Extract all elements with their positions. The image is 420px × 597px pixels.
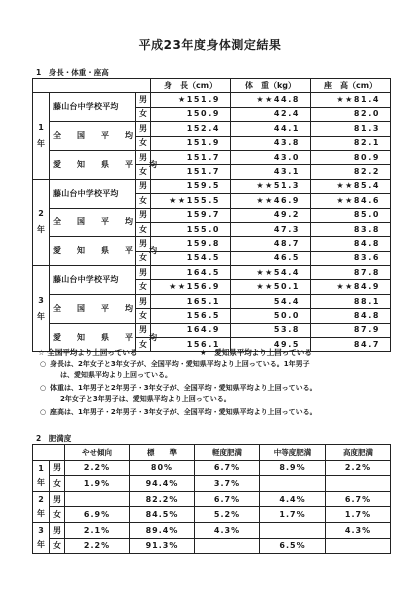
school-label: 全 国 平 均 [50, 208, 136, 237]
column-header-mild-obesity: 軽度肥満 [195, 445, 260, 461]
gender-cell: 男 [136, 122, 151, 136]
gender-cell: 男 [136, 294, 151, 308]
note-line: 身長は、2年女子と3年女子が、全国平均・愛知県平均より上回っている。1年男子 [50, 360, 310, 368]
note-bullet: ○ [40, 408, 47, 416]
grade-label-part: 1 [38, 463, 44, 473]
gender-cell: 男 [136, 266, 151, 280]
weight-cell: ★★54.4 [231, 266, 311, 280]
weight-cell: ★★46.9 [231, 194, 311, 208]
sitting-height-cell: 82.1 [311, 136, 391, 150]
school-label: 愛 知 県 平 均 [50, 323, 136, 352]
school-label: 全 国 平 均 [50, 294, 136, 323]
table-row [33, 507, 391, 523]
weight-cell: 46.5 [231, 251, 311, 265]
grade-label-part: 3 [38, 526, 44, 536]
table-row [33, 323, 391, 337]
grade-label-part: 年 [37, 225, 45, 235]
grade-label-part: 2 [38, 494, 44, 504]
height-cell: 151.7 [151, 150, 231, 164]
mild-obesity-cell: 6.7% [195, 491, 260, 507]
weight-cell: ★★51.3 [231, 179, 311, 193]
section-1-heading: 1 身長・体重・座高 [36, 68, 109, 77]
page-title: 平成23年度身体測定結果 [138, 38, 282, 52]
note-line: 2年女子と3年男子は、愛知県平均より上回っている。 [60, 395, 231, 404]
sitting-height-cell: ★★84.9 [311, 280, 391, 294]
gender-cell: 女 [136, 338, 151, 352]
grade-label-part: 年 [37, 540, 45, 550]
note-line: は、愛知県平均より上回っている。 [60, 371, 172, 380]
moderate-obesity-cell: 4.4% [260, 491, 326, 507]
sitting-height-cell: 84.8 [311, 309, 391, 323]
table-row [33, 476, 391, 492]
sitting-height-cell: 82.2 [311, 165, 391, 179]
weight-cell: 44.1 [231, 122, 311, 136]
thin-cell: 2.1% [65, 522, 130, 538]
thin-cell: 2.2% [65, 538, 130, 554]
mild-obesity-cell: 3.7% [195, 476, 260, 492]
height-cell: 154.5 [151, 251, 231, 265]
obesity-table-body [33, 460, 391, 554]
note-bullet: ○ [40, 360, 47, 368]
moderate-obesity-cell: 6.5% [260, 538, 326, 554]
school-label: 全 国 平 均 [50, 122, 136, 151]
note-sitting-height [40, 407, 396, 418]
gender-cell: 男 [50, 522, 65, 538]
grade-label-part: 1 [38, 123, 44, 133]
severe-obesity-cell: 2.2% [326, 460, 391, 476]
height-cell: 159.8 [151, 237, 231, 251]
gender-cell: 女 [136, 309, 151, 323]
column-header-standard: 標 準 [130, 445, 195, 461]
thin-cell: 1.9% [65, 476, 130, 492]
standard-cell: 82.2% [130, 491, 195, 507]
height-cell: 151.9 [151, 136, 231, 150]
height-cell: 152.4 [151, 122, 231, 136]
table-row [33, 179, 391, 193]
grade-label-part: 年 [37, 477, 45, 487]
table-row [33, 294, 391, 308]
weight-cell: 54.4 [231, 294, 311, 308]
table-row [33, 538, 391, 554]
height-cell: ★★156.9 [151, 280, 231, 294]
weight-cell: 49.5 [231, 338, 311, 352]
grade-label [33, 522, 50, 553]
body-measurement-table [32, 78, 391, 352]
table-row [33, 208, 391, 222]
note-height [40, 359, 396, 381]
height-cell: 150.9 [151, 107, 231, 121]
mild-obesity-cell [195, 538, 260, 554]
note-line: 座高は、1年男子・2年男子・3年女子が、全国平均・愛知県平均より上回っている。 [50, 408, 317, 416]
sitting-height-cell: 83.8 [311, 222, 391, 236]
legend-national: ☆ 全国平均より上回っている [38, 348, 138, 357]
weight-cell: ★★50.1 [231, 280, 311, 294]
sitting-height-cell: ★★85.4 [311, 179, 391, 193]
school-label: 愛 知 県 平 均 [50, 150, 136, 179]
height-cell: 164.9 [151, 323, 231, 337]
grade-label [33, 491, 50, 522]
severe-obesity-cell: 4.3% [326, 522, 391, 538]
table-row [33, 460, 391, 476]
column-header-moderate-obesity: 中等度肥満 [260, 445, 326, 461]
grade-label [33, 460, 50, 491]
grade-label-part: 年 [37, 311, 45, 321]
gender-cell: 男 [50, 491, 65, 507]
table-header-row [33, 79, 391, 93]
column-header-severe-obesity: 高度肥満 [326, 445, 391, 461]
gender-cell: 女 [136, 136, 151, 150]
gender-cell: 女 [136, 222, 151, 236]
note-line: 体重は、1年男子と2年男子・3年女子が、全国平均・愛知県平均より上回っている。 [50, 384, 317, 392]
sitting-height-cell: 87.9 [311, 323, 391, 337]
gender-cell: 女 [136, 165, 151, 179]
table-row [33, 266, 391, 280]
standard-cell: 84.5% [130, 507, 195, 523]
sitting-height-cell: 87.8 [311, 266, 391, 280]
column-header-height: 身 長（cm） [151, 79, 231, 93]
thin-cell: 6.9% [65, 507, 130, 523]
moderate-obesity-cell: 8.9% [260, 460, 326, 476]
school-label: 藤山台中学校平均 [50, 93, 136, 122]
gender-cell: 女 [136, 251, 151, 265]
weight-cell: 43.0 [231, 150, 311, 164]
obesity-header-row [33, 445, 391, 461]
weight-cell: 49.2 [231, 208, 311, 222]
sitting-height-cell: 83.6 [311, 251, 391, 265]
measurement-table-body [33, 93, 391, 352]
height-cell: 164.5 [151, 266, 231, 280]
grade-label [33, 93, 50, 179]
gender-cell: 男 [136, 150, 151, 164]
height-cell: 165.1 [151, 294, 231, 308]
sitting-height-cell: 84.8 [311, 237, 391, 251]
column-header-thin: やせ傾向 [65, 445, 130, 461]
thin-cell: 2.2% [65, 460, 130, 476]
severe-obesity-cell: 1.7% [326, 507, 391, 523]
school-label: 藤山台中学校平均 [50, 266, 136, 295]
moderate-obesity-cell: 1.7% [260, 507, 326, 523]
table-row [33, 237, 391, 251]
height-cell: 156.1 [151, 338, 231, 352]
obesity-table [32, 444, 391, 554]
table-row [33, 122, 391, 136]
gender-cell: 女 [50, 476, 65, 492]
legend-prefecture: ★ 愛知県平均より上回っている [200, 348, 312, 357]
height-cell: ★151.9 [151, 93, 231, 107]
weight-cell: 47.3 [231, 222, 311, 236]
table-row [33, 491, 391, 507]
grade-label-part: 年 [37, 508, 45, 518]
grade-label [33, 266, 50, 352]
weight-cell: 53.8 [231, 323, 311, 337]
legend [38, 347, 312, 358]
gender-cell: 女 [136, 280, 151, 294]
section-2-heading: 2 肥満度 [36, 434, 72, 443]
height-cell: 151.7 [151, 165, 231, 179]
note-weight [40, 383, 396, 405]
gender-cell: 女 [50, 507, 65, 523]
weight-cell: 48.7 [231, 237, 311, 251]
sitting-height-cell: 82.0 [311, 107, 391, 121]
height-cell: 155.0 [151, 222, 231, 236]
grade-label-part: 年 [37, 139, 45, 149]
severe-obesity-cell: 6.7% [326, 491, 391, 507]
sitting-height-cell: ★★84.6 [311, 194, 391, 208]
table-row [33, 522, 391, 538]
moderate-obesity-cell [260, 476, 326, 492]
moderate-obesity-cell [260, 522, 326, 538]
gender-cell: 男 [136, 237, 151, 251]
column-header-sitting-height: 座 高（cm） [311, 79, 391, 93]
height-cell: ★★155.5 [151, 194, 231, 208]
table-row [33, 150, 391, 164]
standard-cell: 89.4% [130, 522, 195, 538]
gender-cell: 男 [136, 93, 151, 107]
sitting-height-cell: ★★81.4 [311, 93, 391, 107]
sitting-height-cell: 88.1 [311, 294, 391, 308]
weight-cell: ★★44.8 [231, 93, 311, 107]
grade-label-part: 2 [38, 209, 44, 219]
mild-obesity-cell: 4.3% [195, 522, 260, 538]
weight-cell: 43.8 [231, 136, 311, 150]
sitting-height-cell: 84.7 [311, 338, 391, 352]
height-cell: 159.5 [151, 179, 231, 193]
gender-cell: 女 [136, 107, 151, 121]
gender-cell: 男 [136, 323, 151, 337]
standard-cell: 80% [130, 460, 195, 476]
thin-cell [65, 491, 130, 507]
weight-cell: 50.0 [231, 309, 311, 323]
table-row [33, 93, 391, 107]
height-cell: 156.5 [151, 309, 231, 323]
note-bullet: ○ [40, 384, 47, 392]
severe-obesity-cell [326, 538, 391, 554]
weight-cell: 42.4 [231, 107, 311, 121]
grade-label [33, 179, 50, 265]
school-label: 藤山台中学校平均 [50, 179, 136, 208]
mild-obesity-cell: 5.2% [195, 507, 260, 523]
gender-cell: 男 [136, 208, 151, 222]
standard-cell: 91.3% [130, 538, 195, 554]
gender-cell: 男 [136, 179, 151, 193]
sitting-height-cell: 85.0 [311, 208, 391, 222]
standard-cell: 94.4% [130, 476, 195, 492]
column-header-weight: 体 重（kg） [231, 79, 311, 93]
severe-obesity-cell [326, 476, 391, 492]
weight-cell: 43.1 [231, 165, 311, 179]
mild-obesity-cell: 6.7% [195, 460, 260, 476]
sitting-height-cell: 81.3 [311, 122, 391, 136]
school-label: 愛 知 県 平 均 [50, 237, 136, 266]
gender-cell: 男 [50, 460, 65, 476]
gender-cell: 女 [50, 538, 65, 554]
sitting-height-cell: 80.9 [311, 150, 391, 164]
height-cell: 159.7 [151, 208, 231, 222]
header-blank [33, 79, 151, 93]
header-blank [33, 445, 65, 461]
grade-label-part: 3 [38, 295, 44, 305]
gender-cell: 女 [136, 194, 151, 208]
